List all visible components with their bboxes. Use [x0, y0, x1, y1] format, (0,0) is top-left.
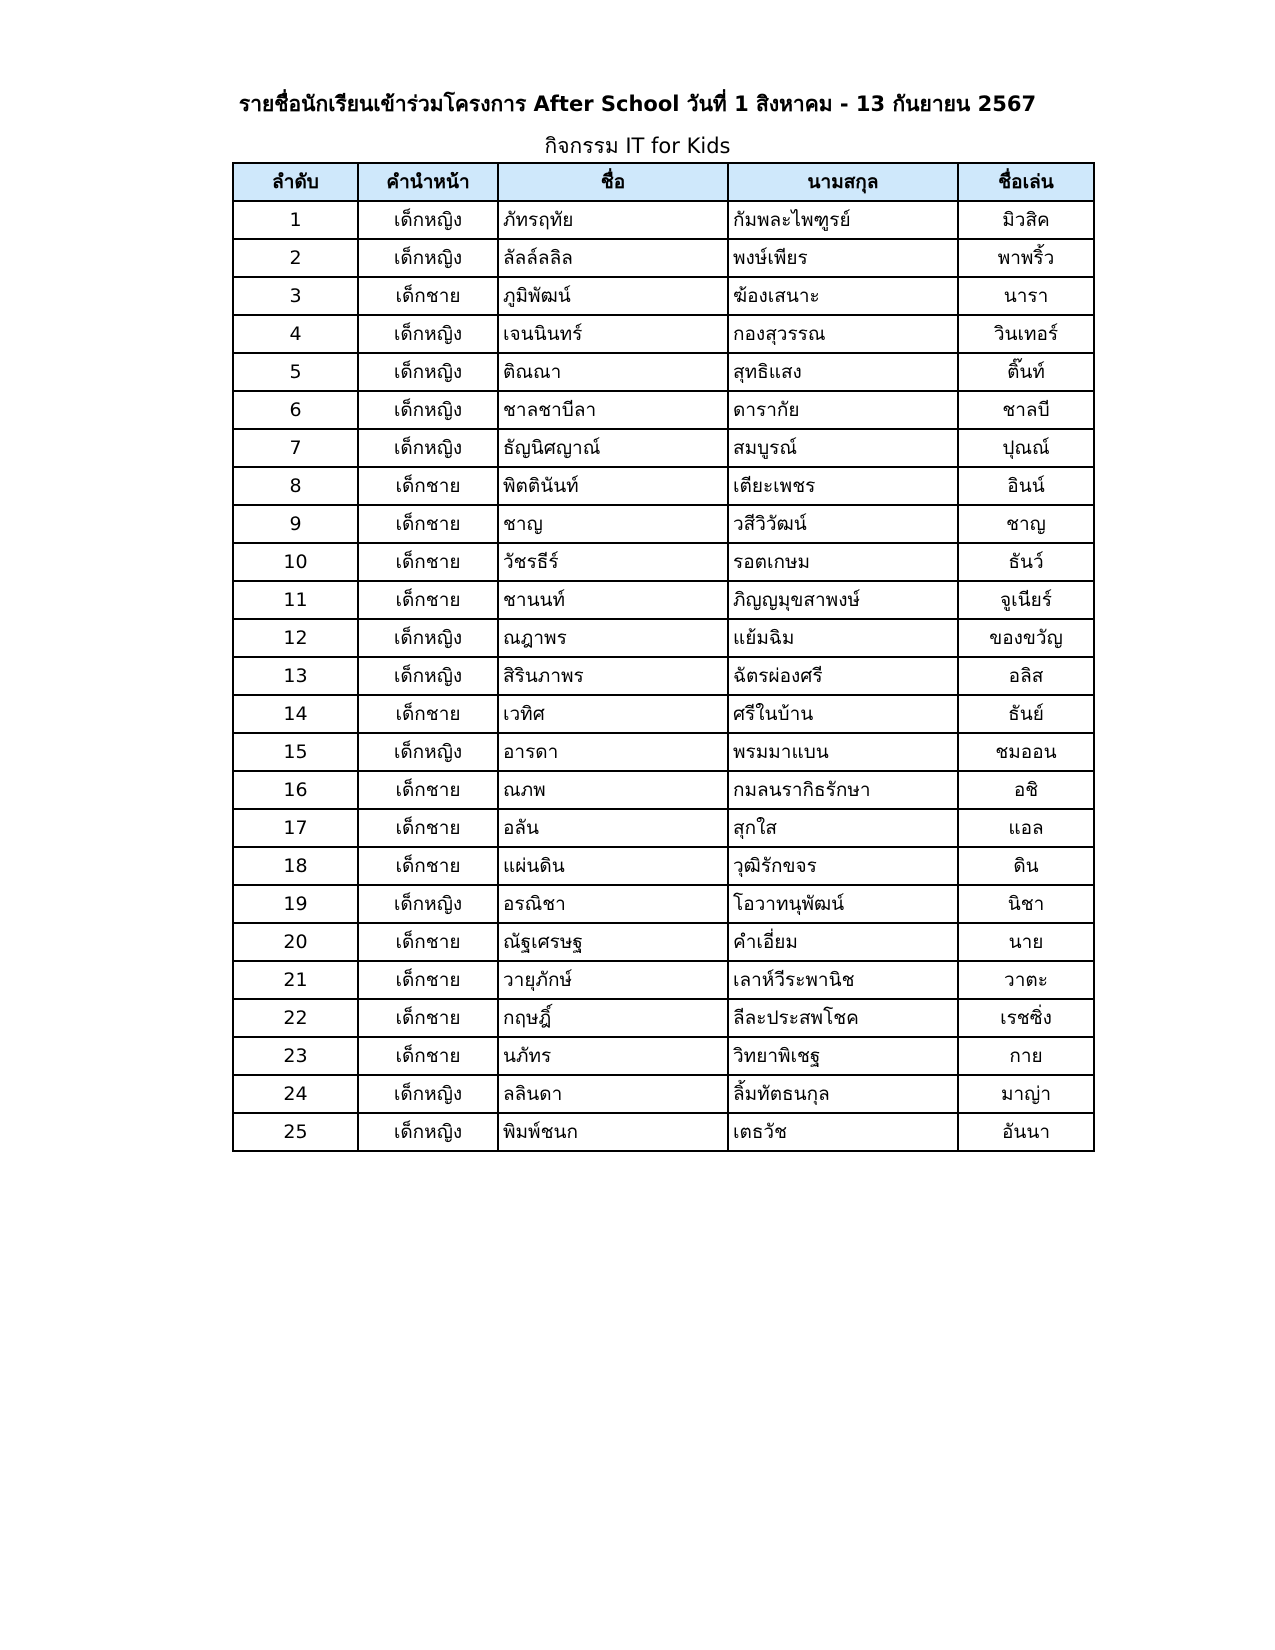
table-row — [233, 809, 1094, 847]
cell-prefix: เด็กหญิง — [358, 391, 498, 429]
cell-prefix: เด็กชาย — [358, 809, 498, 847]
cell-last-name: แย้มฉิม — [728, 619, 958, 657]
cell-prefix: เด็กหญิง — [358, 315, 498, 353]
header-number: ลำดับ — [233, 163, 358, 201]
cell-number: 7 — [233, 429, 358, 467]
table-row — [233, 695, 1094, 733]
cell-nickname: ติ๊นท์ — [958, 353, 1094, 391]
cell-first-name: เจนนินทร์ — [498, 315, 728, 353]
table-row — [233, 733, 1094, 771]
cell-first-name: ภูมิพัฒน์ — [498, 277, 728, 315]
cell-last-name: วุฒิรักขจร — [728, 847, 958, 885]
cell-nickname: ของขวัญ — [958, 619, 1094, 657]
cell-first-name: นภัทร — [498, 1037, 728, 1075]
cell-nickname: วินเทอร์ — [958, 315, 1094, 353]
cell-nickname: อันนา — [958, 1113, 1094, 1151]
table-row — [233, 771, 1094, 809]
table-row — [233, 429, 1094, 467]
table-header-row — [233, 163, 1094, 201]
cell-prefix: เด็กชาย — [358, 771, 498, 809]
table-body — [233, 201, 1094, 1151]
page-subtitle: กิจกรรม IT for Kids — [544, 134, 731, 158]
cell-number: 22 — [233, 999, 358, 1037]
cell-last-name: ฆ้องเสนาะ — [728, 277, 958, 315]
cell-last-name: เลาห์วีระพานิช — [728, 961, 958, 999]
cell-number: 1 — [233, 201, 358, 239]
cell-last-name: รอตเกษม — [728, 543, 958, 581]
cell-nickname: แอล — [958, 809, 1094, 847]
cell-last-name: กัมพละไพฑูรย์ — [728, 201, 958, 239]
cell-first-name: ณัฐเศรษฐ — [498, 923, 728, 961]
cell-nickname: ชาญ — [958, 505, 1094, 543]
cell-first-name: ธัญนิศญาณ์ — [498, 429, 728, 467]
cell-nickname: อชิ — [958, 771, 1094, 809]
cell-nickname: วาตะ — [958, 961, 1094, 999]
cell-first-name: อลัน — [498, 809, 728, 847]
cell-prefix: เด็กหญิง — [358, 657, 498, 695]
cell-last-name: เตียะเพชร — [728, 467, 958, 505]
cell-number: 15 — [233, 733, 358, 771]
cell-number: 5 — [233, 353, 358, 391]
cell-number: 8 — [233, 467, 358, 505]
cell-last-name: พงษ์เพียร — [728, 239, 958, 277]
cell-prefix: เด็กชาย — [358, 581, 498, 619]
table-row — [233, 581, 1094, 619]
table-row — [233, 315, 1094, 353]
cell-prefix: เด็กหญิง — [358, 201, 498, 239]
cell-first-name: ณฎาพร — [498, 619, 728, 657]
cell-last-name: ภิญญมุขสาพงษ์ — [728, 581, 958, 619]
cell-first-name: ติณณา — [498, 353, 728, 391]
cell-number: 4 — [233, 315, 358, 353]
cell-first-name: วัชรธีร์ — [498, 543, 728, 581]
cell-number: 19 — [233, 885, 358, 923]
cell-first-name: ณภพ — [498, 771, 728, 809]
table-row — [233, 847, 1094, 885]
cell-first-name: ภัทรฤทัย — [498, 201, 728, 239]
cell-last-name: กองสุวรรณ — [728, 315, 958, 353]
table-row — [233, 1113, 1094, 1151]
header-last-name: นามสกุล — [728, 163, 958, 201]
cell-prefix: เด็กชาย — [358, 961, 498, 999]
cell-nickname: อลิส — [958, 657, 1094, 695]
cell-last-name: สุทธิแสง — [728, 353, 958, 391]
cell-last-name: สุกใส — [728, 809, 958, 847]
cell-last-name: วิทยาพิเชฐ — [728, 1037, 958, 1075]
cell-last-name: ดารากัย — [728, 391, 958, 429]
cell-prefix: เด็กชาย — [358, 847, 498, 885]
table-row — [233, 239, 1094, 277]
table-row — [233, 885, 1094, 923]
cell-nickname: ปุณณ์ — [958, 429, 1094, 467]
cell-number: 6 — [233, 391, 358, 429]
cell-prefix: เด็กหญิง — [358, 733, 498, 771]
cell-last-name: คำเอี่ยม — [728, 923, 958, 961]
table-row — [233, 201, 1094, 239]
cell-first-name: ลลินดา — [498, 1075, 728, 1113]
cell-first-name: อารดา — [498, 733, 728, 771]
cell-number: 12 — [233, 619, 358, 657]
cell-prefix: เด็กหญิง — [358, 353, 498, 391]
cell-number: 10 — [233, 543, 358, 581]
cell-nickname: เรชซิ่ง — [958, 999, 1094, 1037]
table-row — [233, 277, 1094, 315]
cell-prefix: เด็กหญิง — [358, 885, 498, 923]
cell-last-name: โอวาทนุพัฒน์ — [728, 885, 958, 923]
cell-prefix: เด็กหญิง — [358, 239, 498, 277]
cell-nickname: อินน์ — [958, 467, 1094, 505]
cell-number: 14 — [233, 695, 358, 733]
cell-number: 18 — [233, 847, 358, 885]
cell-last-name: ฉัตรผ่องศรี — [728, 657, 958, 695]
cell-nickname: ชมออน — [958, 733, 1094, 771]
cell-number: 23 — [233, 1037, 358, 1075]
cell-first-name: ลัลล์ลลิล — [498, 239, 728, 277]
cell-prefix: เด็กหญิง — [358, 1075, 498, 1113]
cell-nickname: มิวสิค — [958, 201, 1094, 239]
cell-nickname: มาญ่า — [958, 1075, 1094, 1113]
cell-nickname: ชาลบี — [958, 391, 1094, 429]
cell-nickname: นิชา — [958, 885, 1094, 923]
table-row — [233, 999, 1094, 1037]
cell-nickname: ธันย์ — [958, 695, 1094, 733]
table-row — [233, 657, 1094, 695]
cell-prefix: เด็กชาย — [358, 1037, 498, 1075]
table-row — [233, 1075, 1094, 1113]
cell-nickname: จูเนียร์ — [958, 581, 1094, 619]
cell-first-name: กฤษฎิ์ — [498, 999, 728, 1037]
cell-last-name: ศรีในบ้าน — [728, 695, 958, 733]
cell-nickname: นาย — [958, 923, 1094, 961]
table-row — [233, 505, 1094, 543]
header-nickname: ชื่อเล่น — [958, 163, 1094, 201]
cell-prefix: เด็กหญิง — [358, 429, 498, 467]
header-first-name: ชื่อ — [498, 163, 728, 201]
table-row — [233, 353, 1094, 391]
cell-prefix: เด็กชาย — [358, 999, 498, 1037]
cell-last-name: เตธวัช — [728, 1113, 958, 1151]
cell-prefix: เด็กชาย — [358, 277, 498, 315]
cell-first-name: สิรินภาพร — [498, 657, 728, 695]
table-row — [233, 467, 1094, 505]
cell-prefix: เด็กชาย — [358, 695, 498, 733]
cell-nickname: ธันว์ — [958, 543, 1094, 581]
header-prefix: คำนำหน้า — [358, 163, 498, 201]
cell-number: 16 — [233, 771, 358, 809]
cell-number: 9 — [233, 505, 358, 543]
cell-number: 25 — [233, 1113, 358, 1151]
cell-nickname: กาย — [958, 1037, 1094, 1075]
cell-number: 24 — [233, 1075, 358, 1113]
cell-first-name: ชาญ — [498, 505, 728, 543]
table-row — [233, 961, 1094, 999]
cell-first-name: พิมพ์ชนก — [498, 1113, 728, 1151]
table-row — [233, 391, 1094, 429]
cell-first-name: พิตตินันท์ — [498, 467, 728, 505]
cell-prefix: เด็กชาย — [358, 467, 498, 505]
table-row — [233, 619, 1094, 657]
cell-first-name: ชาลชาบีลา — [498, 391, 728, 429]
cell-first-name: วายุภักษ์ — [498, 961, 728, 999]
cell-number: 17 — [233, 809, 358, 847]
table-row — [233, 543, 1094, 581]
cell-first-name: เวทิศ — [498, 695, 728, 733]
cell-first-name: ชานนท์ — [498, 581, 728, 619]
cell-number: 20 — [233, 923, 358, 961]
cell-number: 3 — [233, 277, 358, 315]
cell-number: 13 — [233, 657, 358, 695]
cell-last-name: ลิ้มทัตธนกุล — [728, 1075, 958, 1113]
cell-prefix: เด็กชาย — [358, 505, 498, 543]
cell-nickname: ดิน — [958, 847, 1094, 885]
page-title: รายชื่อนักเรียนเข้าร่วมโครงการ After School วันที่ 1 สิงหาคม - 13 กันยายน 2567 — [238, 92, 1037, 116]
table-row — [233, 923, 1094, 961]
cell-last-name: วสีวิวัฒน์ — [728, 505, 958, 543]
cell-last-name: พรมมาแบน — [728, 733, 958, 771]
cell-number: 2 — [233, 239, 358, 277]
student-table — [232, 162, 1095, 1152]
cell-number: 21 — [233, 961, 358, 999]
cell-prefix: เด็กหญิง — [358, 1113, 498, 1151]
cell-prefix: เด็กชาย — [358, 923, 498, 961]
cell-number: 11 — [233, 581, 358, 619]
cell-first-name: อรณิชา — [498, 885, 728, 923]
cell-last-name: กมลนรากิธรักษา — [728, 771, 958, 809]
cell-prefix: เด็กชาย — [358, 543, 498, 581]
cell-last-name: สมบูรณ์ — [728, 429, 958, 467]
cell-nickname: พาพริ้ว — [958, 239, 1094, 277]
cell-nickname: นารา — [958, 277, 1094, 315]
cell-last-name: ลีละประสพโชค — [728, 999, 958, 1037]
table-row — [233, 1037, 1094, 1075]
cell-prefix: เด็กหญิง — [358, 619, 498, 657]
cell-first-name: แผ่นดิน — [498, 847, 728, 885]
